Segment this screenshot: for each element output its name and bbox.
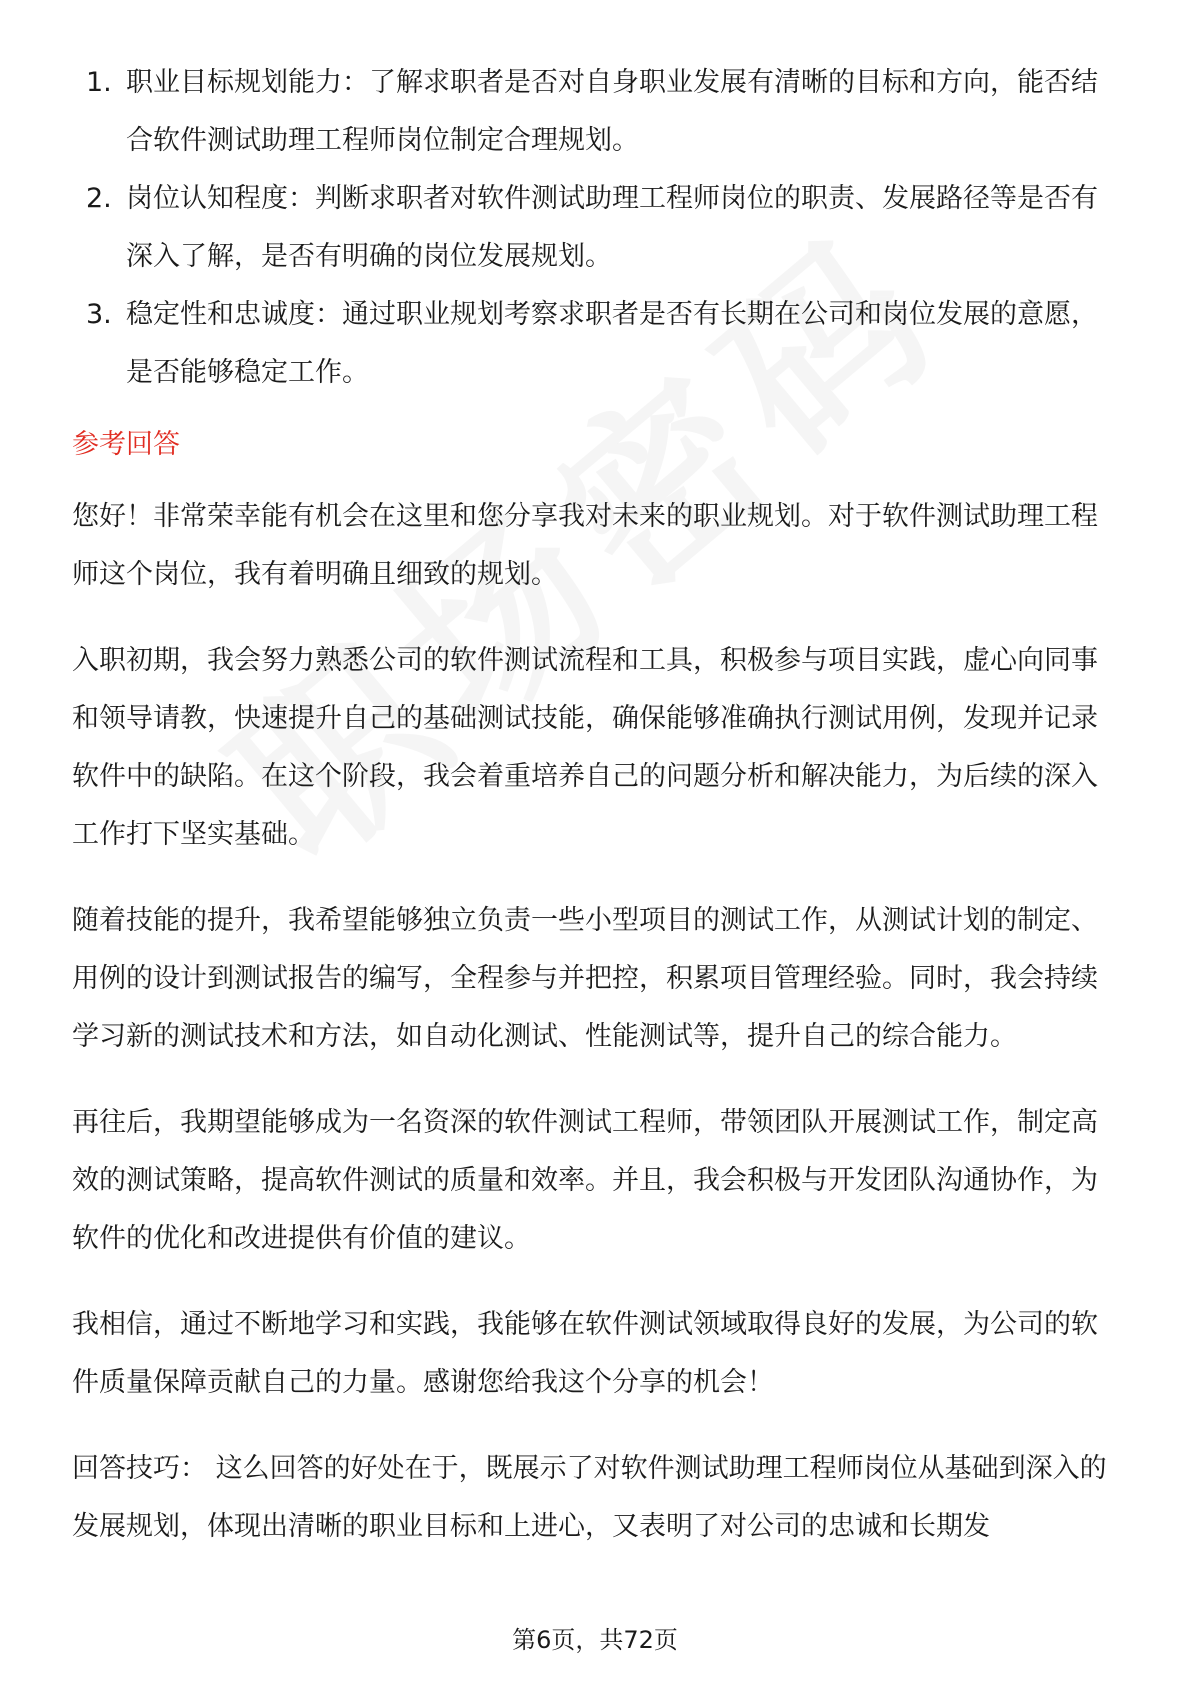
content-body [72, 54, 1122, 1556]
list-item-text: 岗位认知程度：判断求职者对软件测试助理工程师岗位的职责、发展路径等是否有深入了解，是否有明确的岗位发展规划。 [126, 183, 1098, 272]
list-item [72, 286, 1122, 402]
list-item [72, 54, 1122, 170]
evaluation-criteria-list [72, 54, 1122, 402]
list-item-text: 职业目标规划能力：了解求职者是否对自身职业发展有清晰的目标和方向，能否结合软件测试助理工程师岗位制定合理规划。 [126, 67, 1098, 156]
answer-tips: 回答技巧： 这么回答的好处在于，既展示了对软件测试助理工程师岗位从基础到深入的发展规划，体现出清晰的职业目标和上进心，又表明了对公司的忠诚和长期发 [72, 1453, 1107, 1542]
page-footer: 第6页，共72页 [512, 1626, 678, 1654]
answer-paragraph: 我相信，通过不断地学习和实践，我能够在软件测试领域取得良好的发展，为公司的软件质量保障贡献自己的力量。感谢您给我这个分享的机会！ [72, 1309, 1098, 1398]
answer-paragraph: 随着技能的提升，我希望能够独立负责一些小型项目的测试工作，从测试计划的制定、用例的设计到测试报告的编写，全程参与并把控，积累项目管理经验。同时，我会持续学习新的测试技术和方法，如自动化测试、性能测试等，提升自己的综合能力。 [72, 905, 1098, 1052]
list-item [72, 170, 1122, 286]
answer-paragraph: 您好！非常荣幸能有机会在这里和您分享我对未来的职业规划。对于软件测试助理工程师这个岗位，我有着明确且细致的规划。 [72, 501, 1098, 590]
list-item-number: 1. [86, 67, 112, 98]
list-item-number: 2. [86, 183, 112, 214]
list-item-number: 3. [86, 299, 112, 330]
section-title: 参考回答 [72, 429, 180, 460]
answer-paragraph: 入职初期，我会努力熟悉公司的软件测试流程和工具，积极参与项目实践，虚心向同事和领导请教，快速提升自己的基础测试技能，确保能够准确执行测试用例，发现并记录软件中的缺陷。在这个阶段，我会着重培养自己的问题分析和解决能力，为后续的深入工作打下坚实基础。 [72, 645, 1098, 850]
answer-paragraph: 再往后，我期望能够成为一名资深的软件测试工程师，带领团队开展测试工作，制定高效的测试策略，提高软件测试的质量和效率。并且，我会积极与开发团队沟通协作，为软件的优化和改进提供有价值的建议。 [72, 1107, 1098, 1254]
list-item-text: 稳定性和忠诚度：通过职业规划考察求职者是否有长期在公司和岗位发展的意愿，是否能够稳定工作。 [126, 299, 1098, 388]
